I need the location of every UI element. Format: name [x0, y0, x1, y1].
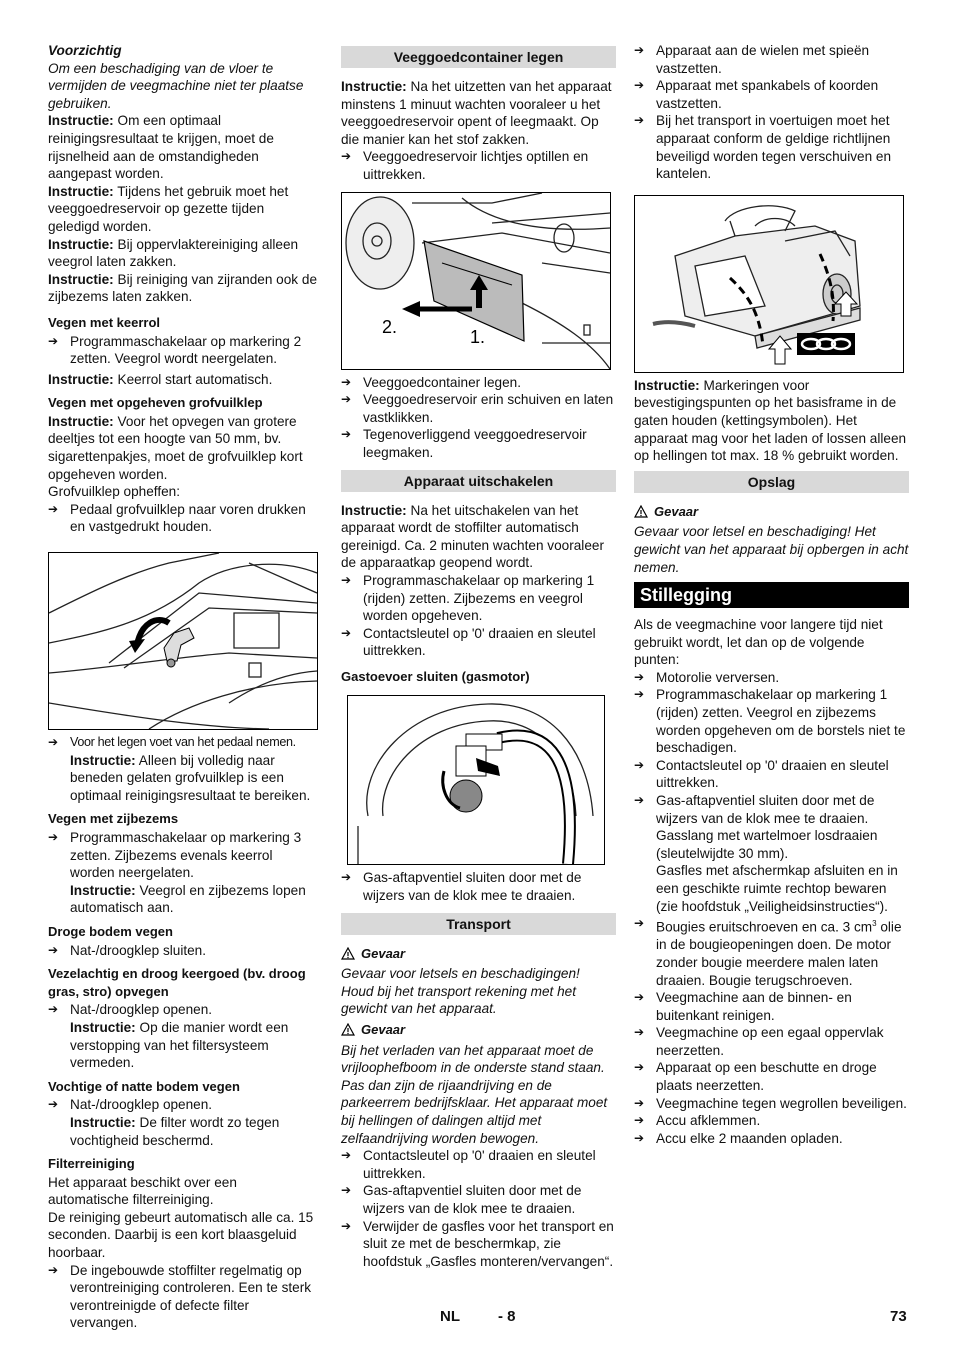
- arrow-right-icon: ➔: [634, 669, 645, 684]
- step: ➔ Veegmachine op een egaal oppervlak neerzetten.: [634, 1025, 884, 1058]
- arrow-right-icon: ➔: [341, 572, 352, 587]
- step: ➔ Gas-aftapventiel sluiten door met de wijzers van de klok mee te draaien.: [634, 793, 875, 826]
- step: ➔ Programmaschakelaar op markering 1 (rijden) zetten. Veegrol en zijbezems worden opgeheven om de borstels niet te beschadigen.: [634, 687, 906, 756]
- instruction: Instructie: Bij reiniging van zijranden ook de zijbezems laten zakken.: [48, 271, 317, 305]
- step: ➔ Verwijder de gasfles voor het transport en sluit ze met de beschermkap, zie hoofdstuk „Gasfles monteren/vervangen“.: [341, 1218, 614, 1269]
- instruction: Instructie: Veegrol en zijbezems lopen automatisch aan.: [70, 882, 306, 916]
- arrow-right-icon: ➔: [48, 830, 59, 844]
- section-header-uitschakelen: Apparaat uitschakelen: [341, 470, 616, 492]
- subheading-grofvuil: Vegen met opgeheven grofvuilklep: [48, 395, 263, 411]
- arrow-right-icon: ➔: [634, 1060, 645, 1075]
- section-header-opslag: Opslag: [634, 471, 909, 493]
- step: ➔ Tegenoverliggend veeggoedreservoir leegmaken.: [341, 427, 587, 460]
- arrow-right-icon: ➔: [634, 687, 645, 702]
- warning-triangle-icon: [341, 1023, 355, 1036]
- danger-text: Gevaar voor letsels en beschadigingen! Houd bij het transport rekening met het gewicht van het apparaat.: [341, 966, 580, 1017]
- figure-label-1: 1.: [470, 326, 486, 347]
- step: ➔ Veegmachine aan de binnen- en buitenkant reinigen.: [634, 990, 852, 1023]
- subheading-filter: Filterreiniging: [48, 1156, 135, 1172]
- arrow-right-icon: ➔: [634, 1130, 645, 1145]
- step: ➔ Contactsleutel op '0' draaien en sleutel uittrekken.: [634, 757, 889, 791]
- arrow-right-icon: ➔: [341, 1148, 352, 1163]
- instruction: Instructie: Keerrol start automatisch.: [48, 371, 273, 387]
- pedal-icon: [164, 628, 194, 667]
- arrow-right-icon: ➔: [48, 942, 59, 957]
- subheading-vezel: Vezelachtig en droog keergoed (bv. droog gras, stro) opvegen: [48, 966, 306, 999]
- step: ➔ Contactsleutel op '0' draaien en sleutel uittrekken.: [341, 1148, 596, 1181]
- instruction: Instructie: Voor het opvegen van grotere deeltjes tot een hoogte van 50 mm, bv. sigarettenpakjes, moet de grofvuilklep kort opgeheven worden.: [48, 413, 303, 482]
- arrow-right-icon: ➔: [48, 1097, 59, 1112]
- container-illustration: [342, 193, 610, 369]
- arrow-right-icon: ➔: [341, 870, 352, 885]
- instruction: Instructie: Om een optimaal reinigingsresultaat te krijgen, moet de rijsnelheid aan de omstandigheden aangepast worden.: [48, 113, 274, 182]
- warning-triangle-icon: [634, 505, 648, 518]
- arrow-right-icon: ➔: [634, 1113, 645, 1128]
- subheading-keerrol: Vegen met keerrol: [48, 314, 160, 330]
- step: ➔ Nat-/droogklep sluiten.: [48, 942, 207, 958]
- arrow-right-icon: ➔: [48, 501, 59, 516]
- step: ➔ Apparaat op een beschutte en droge plaats neerzetten.: [634, 1060, 877, 1094]
- page-number: 73: [890, 1308, 907, 1325]
- subheading-vocht: Vochtige of natte bodem vegen: [48, 1078, 240, 1094]
- step: ➔ Voor het legen voet van het pedaal nemen.: [48, 734, 319, 752]
- subheading-droog: Droge bodem vegen: [48, 923, 173, 939]
- arrow-right-icon: ➔: [341, 625, 352, 640]
- step: ➔ Programmaschakelaar op markering 3 zetten. Zijbezems evenals keerrol worden neergelaten.: [48, 830, 302, 881]
- step: ➔ Contactsleutel op '0' draaien en sleutel uittrekken.: [341, 625, 596, 659]
- instruction: Instructie: De filter wordt zo tegen vochtigheid beschermd.: [70, 1114, 280, 1148]
- step: ➔ Gas-aftapventiel sluiten door met de wijzers van de klok mee te draaien.: [341, 870, 582, 904]
- gas-valve-illustration: [348, 696, 604, 864]
- figure-tiedown: [634, 195, 904, 373]
- chain-symbol-icon: [797, 333, 855, 355]
- figure-pedal: [48, 552, 318, 730]
- sweeper-illustration: [635, 196, 903, 372]
- arrow-right-icon: ➔: [634, 916, 645, 931]
- step: ➔ Nat-/droogklep openen.: [48, 1002, 213, 1018]
- arrow-right-icon: ➔: [634, 1095, 645, 1110]
- container-icon: [424, 241, 524, 341]
- danger-text: Bij het verladen van het apparaat moet de vrijloophefboom in de onderste stand staan. Pas dan zijn de rijaandrijving en de parkeerrem bedrijfsklaar. Het apparaat moet bij hellingen of dalingen altijd met zelfaandrijving worden bewogen.: [341, 1042, 608, 1146]
- step: ➔ Apparaat aan de wielen met spieën vastzetten.: [634, 43, 870, 76]
- instruction: Instructie: Markeringen voor bevestigingspunten op het basisframe in de gaten houden (kettingsymbolen). Het apparaat mag voor het laden of lossen alleen op hellingen tot max. 18 % gebruikt worden.: [634, 377, 907, 464]
- step-note: Gasslang met wartelmoer losdraaien (sleutelwijdte 30 mm).: [656, 828, 878, 861]
- arrow-right-icon: ➔: [341, 427, 352, 442]
- instruction: Instructie: Na het uitschakelen van het apparaat wordt de stoffilter automatisch gereinigd. Ca. 2 minuten wachten vooraleer de apparaatkap geopend wordt.: [341, 502, 604, 571]
- subheading-gas: Gastoevoer sluiten (gasmotor): [341, 668, 530, 684]
- column-3: [634, 42, 909, 1147]
- instruction: Instructie: Bij oppervlaktereiniging alleen veegrol laten zakken.: [48, 236, 299, 270]
- step-note: Gasfles met afschermkap afsluiten en in een geschikte ruimte rechtop bewaren (zie hoofdstuk „Veiligheidsinstructies“).: [656, 863, 898, 914]
- step: ➔ Nat-/droogklep openen.: [48, 1097, 213, 1113]
- arrow-right-icon: ➔: [341, 1183, 352, 1198]
- pedal-illustration: [49, 553, 317, 729]
- step: ➔ Accu elke 2 maanden opladen.: [634, 1130, 843, 1146]
- arrow-right-icon: ➔: [48, 1262, 59, 1277]
- figure-container: [341, 192, 611, 370]
- arrow-right-icon: ➔: [341, 149, 352, 164]
- step: ➔ Apparaat met spankabels of koorden vastzetten.: [634, 78, 879, 111]
- danger-heading: Gevaar: [634, 503, 909, 521]
- section-header-legen: Veeggoedcontainer legen: [341, 46, 616, 68]
- local-page-number: - 8: [498, 1308, 516, 1325]
- step: ➔ Bij het transport in voertuigen moet het apparaat conform de geldige richtlijnen beveiligd worden tegen verschuiven en kantelen.: [634, 113, 892, 182]
- step: ➔ Pedaal grofvuilklep naar voren drukken en vastgedrukt houden.: [48, 501, 306, 535]
- step: ➔ De ingebouwde stoffilter regelmatig op verontreiniging controleren. Een te sterk verontreinigde of defecte filter vervangen.: [48, 1262, 312, 1331]
- instruction: Instructie: Tijdens het gebruik moet het veeggoedreservoir op gezette tijden geledigd worden.: [48, 183, 289, 234]
- section-header-transport: Transport: [341, 913, 616, 935]
- grofvuil-lift-text: Grofvuilklep opheffen:: [48, 484, 180, 500]
- arrow-right-icon: ➔: [634, 793, 645, 808]
- instruction: Instructie: Op die manier wordt een verstopping van het filtersysteem vermeden.: [70, 1019, 289, 1071]
- column-1: [48, 42, 319, 1332]
- instruction: Instructie: Alleen bij volledig naar beneden gelaten grofvuilklep is een optimaal reinigingsresultaat te bereiken.: [70, 752, 311, 803]
- arrow-right-icon: ➔: [634, 43, 645, 57]
- danger-heading: Gevaar: [341, 1021, 616, 1039]
- danger-text: Gevaar voor letsel en beschadiging! Het gewicht van het apparaat bij opbergen in acht nemen.: [634, 524, 909, 575]
- arrow-right-icon: ➔: [634, 757, 645, 772]
- arrow-right-icon: ➔: [634, 1025, 645, 1040]
- subheading-zijbezems: Vegen met zijbezems: [48, 811, 179, 827]
- step: ➔ Bougies eruitschroeven en ca. 3 $cm^3$ olie in de bougieopeningen doen. De motor zonder bougie meerdere malen laten draaien. Bougie terugschroeven.: [634, 916, 902, 988]
- column-2: [341, 42, 616, 1270]
- step: ➔ Programmaschakelaar op markering 2 zetten. Veegrol wordt neergelaten.: [48, 333, 302, 367]
- chapter-header-stillegging: Stillegging: [634, 582, 909, 608]
- arrow-right-icon: ➔: [48, 735, 59, 750]
- caution-text: Om een beschadiging van de vloer te vermijden de veegmachine niet ter plaatse gebruiken.: [48, 60, 304, 111]
- arrow-right-icon: ➔: [634, 113, 645, 128]
- filter-text: De reiniging gebeurt automatisch alle ca. 15 seconden. Daarbij is een kort blaasgeluid hoorbaar.: [48, 1209, 314, 1261]
- page-footer: [0, 1308, 954, 1328]
- arrow-right-icon: ➔: [341, 374, 352, 389]
- step: ➔ Programmaschakelaar op markering 1 (rijden) zetten. Zijbezems en veegrol worden opgeheven.: [341, 572, 595, 624]
- figure-label-2: 2.: [382, 316, 398, 337]
- step: ➔ Accu afklemmen.: [634, 1113, 761, 1129]
- step: ➔ Motorolie verversen.: [634, 669, 780, 685]
- arrow-right-icon: ➔: [341, 1218, 352, 1233]
- language-code: NL: [440, 1308, 460, 1325]
- arrow-right-icon: ➔: [48, 1002, 59, 1017]
- stillegging-intro: Als de veegmachine voor langere tijd niet gebruikt wordt, let dan op de volgende punten:: [634, 617, 883, 668]
- caution-title: Voorzichtig: [48, 43, 122, 58]
- arrow-right-icon: ➔: [341, 392, 352, 407]
- warning-triangle-icon: [341, 947, 355, 960]
- instruction: Instructie: Na het uitzetten van het apparaat minstens 1 minuut wachten vooraleer u het veeggoedreservoir opent of leegmaakt. Op die manier kan het stof zakken.: [341, 79, 612, 147]
- step: ➔ Veeggoedcontainer legen.: [341, 374, 521, 390]
- arrow-right-icon: ➔: [634, 78, 645, 93]
- valve-icon: [456, 734, 502, 776]
- arrow-right-icon: ➔: [48, 333, 59, 348]
- arrow-right-icon: ➔: [634, 990, 645, 1005]
- step: ➔ Veegmachine tegen wegrollen beveiligen.: [634, 1095, 907, 1111]
- step: ➔ Veeggoedreservoir lichtjes optillen en uittrekken.: [341, 149, 589, 182]
- step: ➔ Gas-aftapventiel sluiten door met de wijzers van de klok mee te draaien.: [341, 1183, 582, 1216]
- filter-text: Het apparaat beschikt over een automatische filterreiniging.: [48, 1174, 237, 1208]
- danger-heading: Gevaar: [341, 945, 616, 963]
- step: ➔ Veeggoedreservoir erin schuiven en laten vastklikken.: [341, 392, 614, 425]
- figure-gas-valve: [347, 695, 605, 865]
